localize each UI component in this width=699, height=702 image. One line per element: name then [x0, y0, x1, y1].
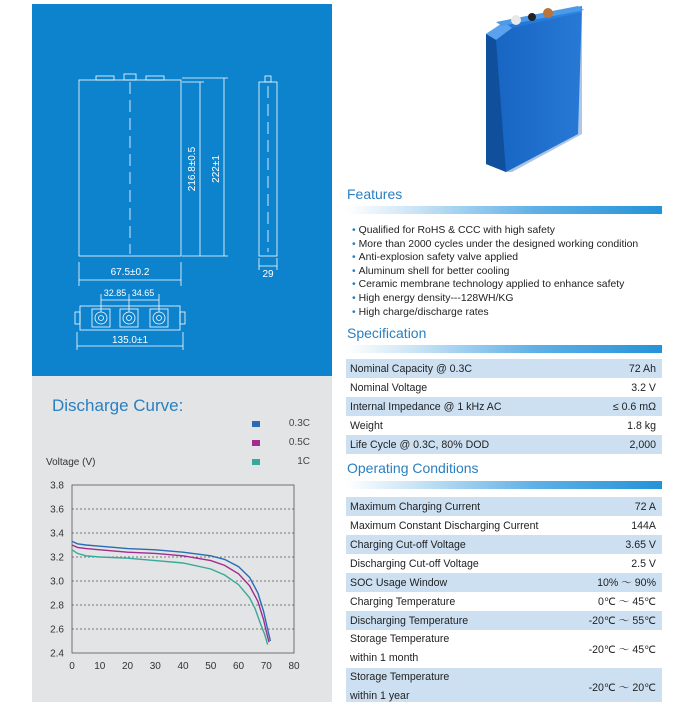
op-value: -20℃ ～ 45℃: [588, 643, 656, 656]
spec-value: 72 Ah: [583, 359, 662, 378]
bullet-icon: •: [352, 279, 356, 291]
table-row: [346, 535, 662, 554]
series-line-0.3C: [72, 541, 270, 641]
feature-item: • High charge/discharge rates: [352, 306, 489, 318]
bullet-icon: •: [352, 265, 356, 277]
table-row: [346, 573, 662, 592]
op-value: -20℃ ～ 20℃: [573, 668, 662, 702]
y-tick-label: 3.2: [50, 552, 64, 564]
op-label-line2: within 1 month: [350, 652, 419, 664]
x-tick-label: 40: [177, 661, 189, 672]
spec-label: Weight: [350, 419, 383, 432]
drawing-panel: [32, 4, 332, 376]
op-label-line1: Storage Temperature: [350, 671, 450, 683]
op-value: 2.5 V: [631, 557, 656, 570]
x-tick-label: 80: [288, 661, 300, 672]
series-line-1C: [72, 550, 268, 645]
feature-item: • Aluminum shell for better cooling: [352, 265, 510, 277]
x-tick-label: 0: [69, 661, 75, 672]
op-label-line2: within 1 year: [350, 690, 410, 702]
spec-value: ≤ 0.6 mΩ: [583, 397, 662, 416]
legend-label: 1C: [297, 456, 310, 467]
op-value: 144A: [631, 519, 656, 532]
op-label: SOC Usage Window: [346, 573, 573, 592]
features-divider: [346, 206, 662, 214]
chart-y-axis-label: Voltage (V): [46, 457, 96, 468]
op-value: -20℃ ～ 55℃: [573, 611, 662, 630]
cell-dimension-drawing: [32, 4, 332, 376]
dim-pitch-left-label: 32.85: [103, 288, 127, 298]
feature-item: • Ceramic membrane technology applied to enhance safety: [352, 279, 625, 291]
features-title: Features: [347, 186, 403, 202]
feature-item: • More than 2000 cycles under the designed working condition: [352, 238, 639, 250]
dim-total-width-label: 135.0±1: [111, 335, 149, 346]
table-row: [346, 668, 662, 702]
y-tick-label: 3.4: [50, 528, 64, 540]
bullet-icon: •: [352, 306, 356, 318]
x-tick-label: 30: [149, 661, 161, 672]
specification-divider: [346, 345, 662, 353]
op-label: Maximum Constant Discharging Current: [350, 519, 539, 532]
series-line-0.5C: [72, 545, 269, 642]
table-row: [346, 435, 662, 454]
op-label: Discharging Cut-off Voltage: [350, 557, 479, 570]
op-value: 0℃ ～ 45℃: [598, 596, 656, 608]
op-value: 10% ～ 90%: [573, 573, 662, 592]
spec-label: Nominal Voltage: [350, 381, 428, 394]
table-row: [346, 497, 662, 516]
spec-value: 1.8 kg: [627, 419, 656, 432]
table-row: [346, 611, 662, 630]
spec-label: Internal Impedance @ 1 kHz AC: [346, 397, 583, 416]
bullet-icon: •: [352, 225, 356, 236]
spec-value: 3.2 V: [631, 381, 656, 394]
dim-thickness-label: 29: [262, 269, 274, 280]
bullet-icon: •: [352, 238, 356, 250]
dim-pitch-right-label: 34.65: [131, 288, 155, 298]
table-row: [346, 592, 662, 611]
feature-item: • Anti-explosion safety valve applied: [352, 252, 519, 264]
legend-label: 0.3C: [288, 418, 310, 429]
op-value: 72 A: [573, 497, 662, 516]
specification-title: Specification: [347, 325, 427, 341]
operating-divider: [346, 481, 662, 489]
x-tick-label: 60: [232, 661, 245, 672]
op-value: 3.65 V: [573, 535, 662, 554]
feature-item: • High energy density---128WH/KG: [352, 292, 514, 304]
discharge-chart-panel: [32, 376, 332, 702]
specification-table: [346, 359, 662, 454]
product-photo: [346, 4, 666, 184]
y-tick-label: 3.0: [50, 576, 64, 588]
x-tick-label: 50: [205, 661, 217, 672]
plot-frame: [72, 485, 294, 653]
chart-title: Discharge Curve:: [52, 396, 184, 415]
op-label: Maximum Charging Current: [346, 497, 573, 516]
dim-body-height-label: 216.8±0.5: [187, 146, 198, 192]
spec-label: Nominal Capacity @ 0.3C: [346, 359, 583, 378]
operating-title: Operating Conditions: [347, 460, 479, 476]
op-label-line1: Storage Temperature: [350, 633, 450, 645]
op-label: [346, 630, 573, 668]
bullet-icon: •: [352, 252, 356, 264]
discharge-chart: [32, 376, 332, 702]
op-label: [346, 668, 573, 702]
y-tick-label: 2.4: [50, 648, 64, 660]
table-row: [346, 554, 662, 573]
y-tick-label: 2.6: [50, 624, 64, 636]
bullet-icon: •: [352, 292, 356, 304]
dim-width-label: 67.5±0.2: [110, 267, 150, 278]
dim-total-height-label: 222±1: [211, 155, 222, 183]
spec-value: 2,000: [583, 435, 662, 454]
table-row: [346, 630, 662, 668]
op-label: Charging Cut-off Voltage: [346, 535, 573, 554]
table-row: [346, 516, 662, 535]
op-label: Discharging Temperature: [346, 611, 573, 630]
op-label: Charging Temperature: [350, 595, 456, 608]
legend-label: 0.5C: [288, 437, 310, 448]
spec-label: Life Cycle @ 0.3C, 80% DOD: [346, 435, 583, 454]
x-tick-label: 10: [94, 661, 106, 672]
operating-table: [346, 497, 662, 702]
feature-item: • Qualified for RoHS & CCC with high safety: [352, 225, 555, 236]
table-row: [346, 397, 662, 416]
features-list: [352, 224, 672, 319]
y-tick-label: 3.8: [50, 480, 64, 492]
battery-cell-image: [346, 4, 666, 184]
table-row: [346, 359, 662, 378]
y-tick-label: 2.8: [50, 600, 64, 612]
table-row: [346, 378, 662, 397]
table-row: [346, 416, 662, 435]
x-tick-label: 20: [121, 661, 134, 672]
x-tick-label: 70: [260, 661, 272, 672]
y-tick-label: 3.6: [50, 504, 64, 516]
